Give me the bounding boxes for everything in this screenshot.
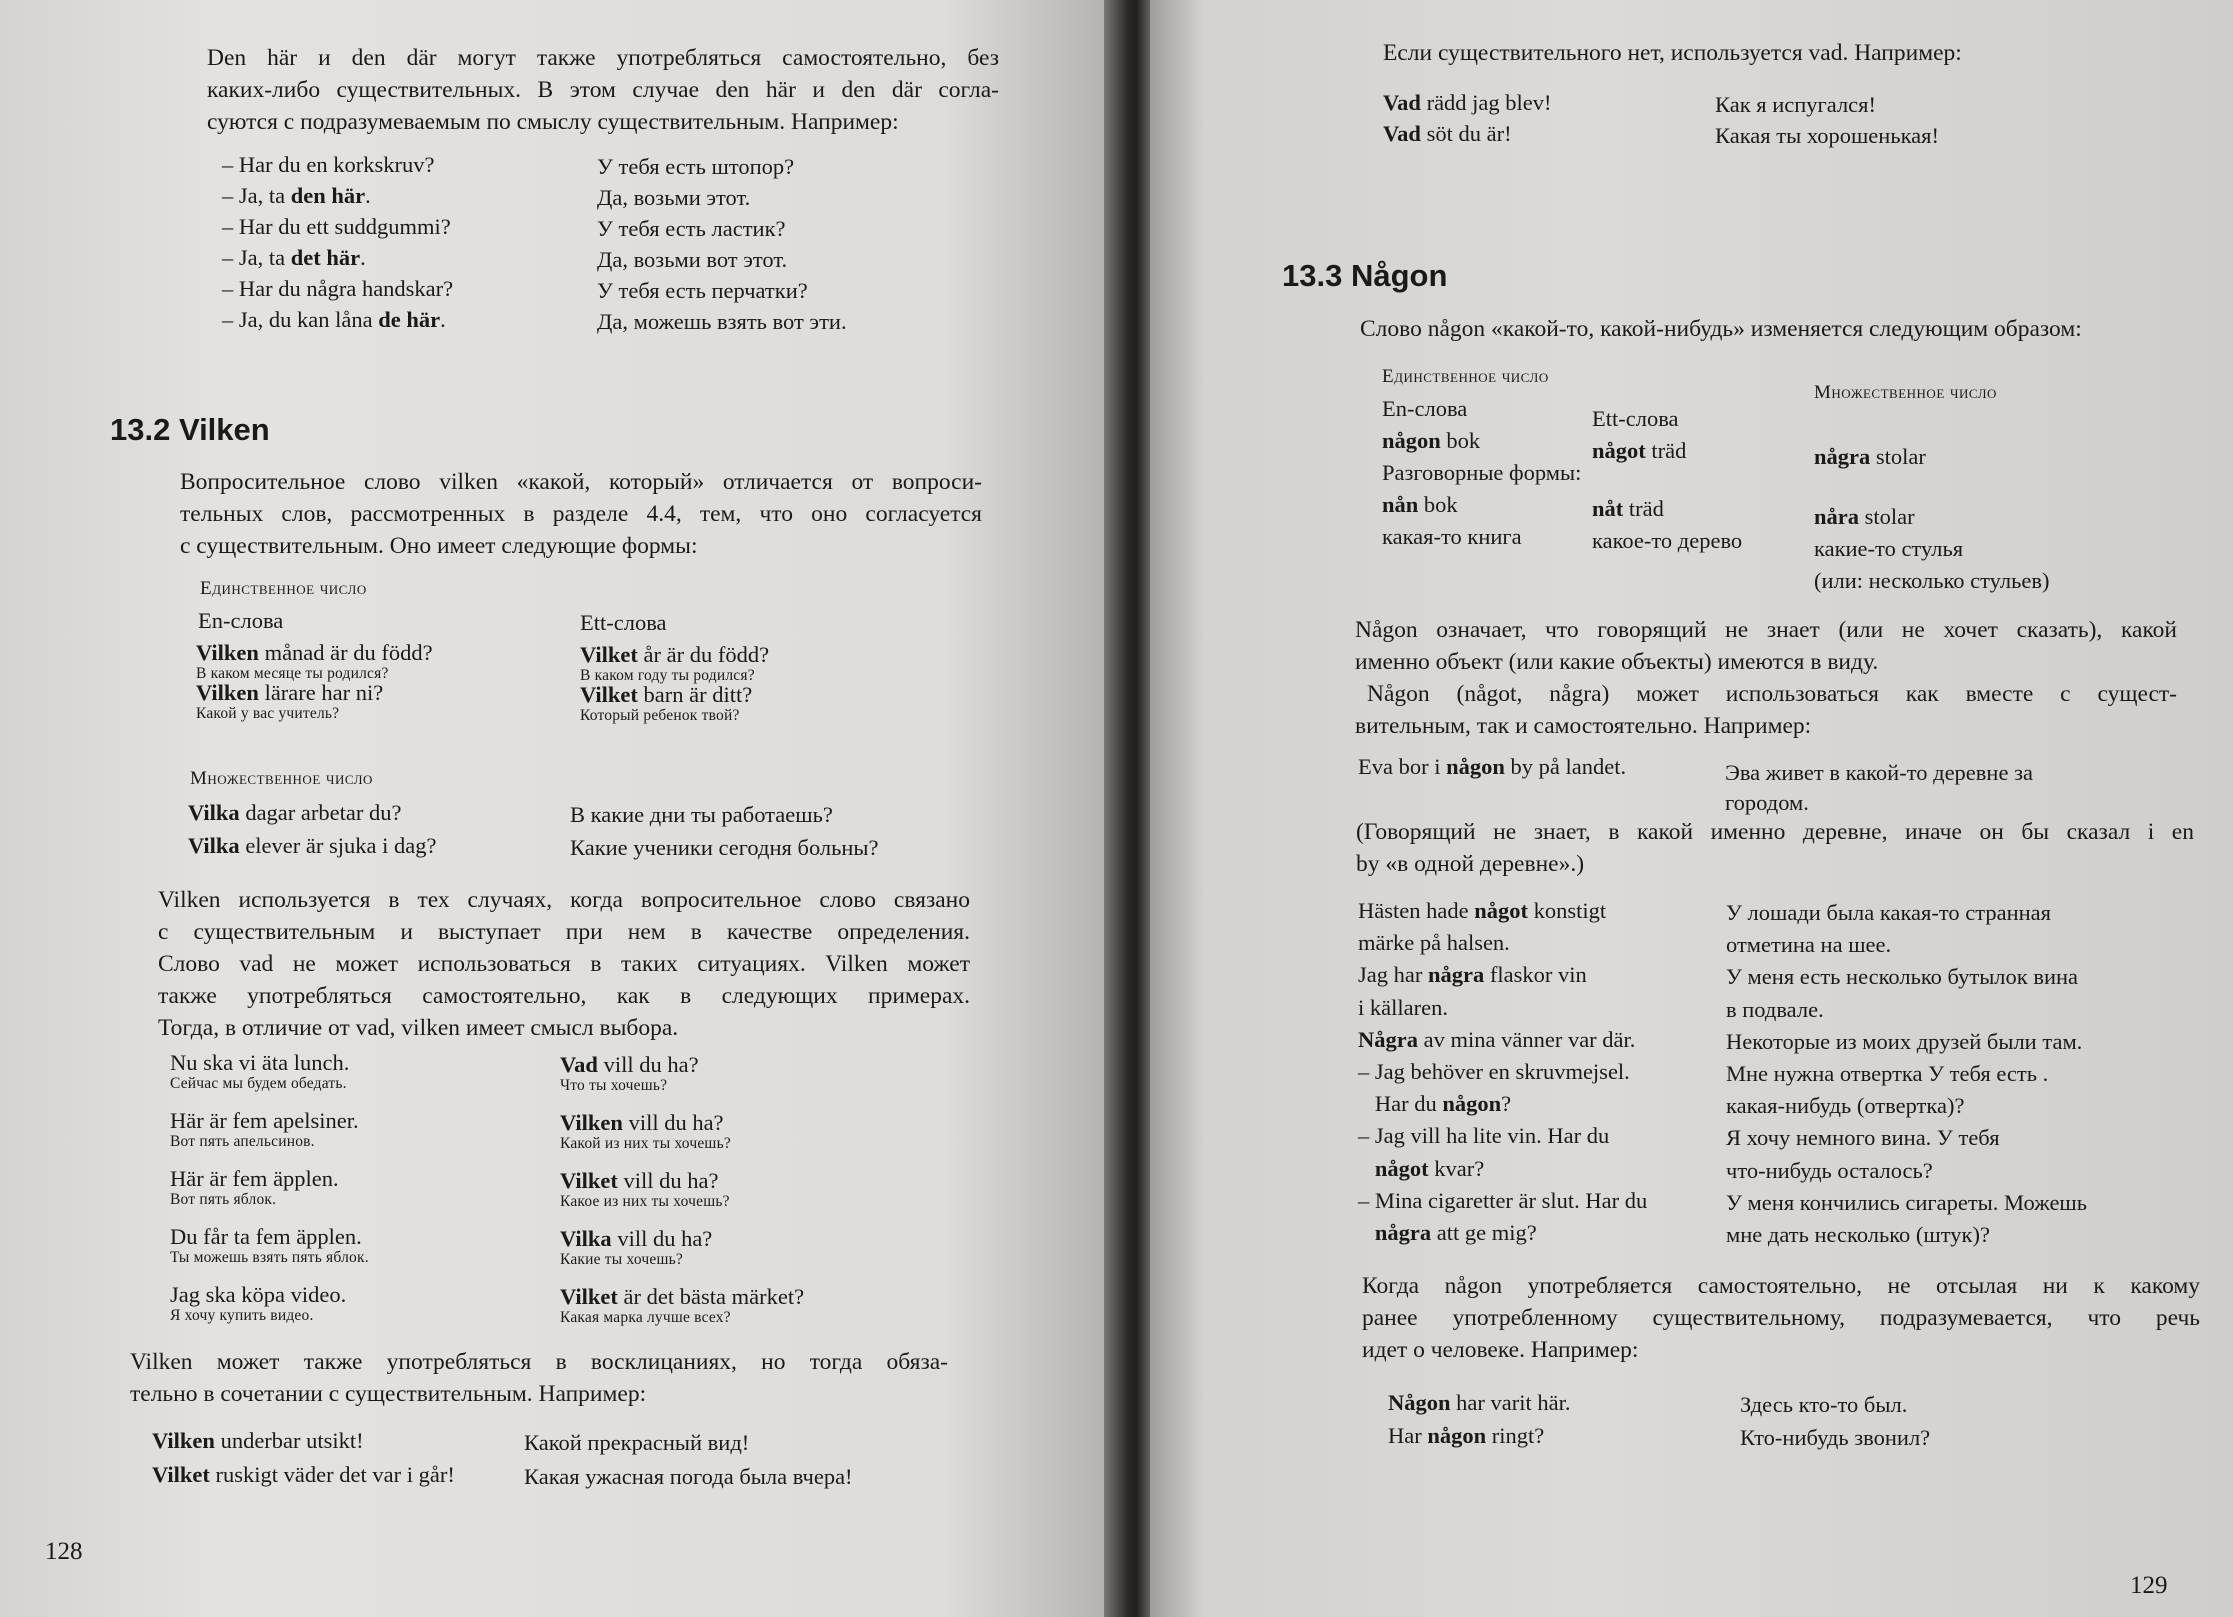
text-line: вительным, так и самостоятельно. Например:: [1355, 713, 1812, 739]
text-line: также употребляться самостоятельно, как в следующих примерах.: [158, 983, 970, 1009]
example-russian: В каком году ты родился?: [580, 667, 755, 684]
example-swedish: Här är fem apelsiner.: [170, 1108, 359, 1133]
dialog-examples: [170, 1048, 960, 1338]
vilken-use-paragraph: [158, 884, 970, 1044]
example-swedish: Vilket är det bästa märket?: [560, 1284, 805, 1309]
example-russian: Который ребенок твой?: [580, 707, 740, 724]
example-swedish: Några av mina vänner var där.: [1358, 1026, 1636, 1052]
example-swedish: några att ge mig?: [1374, 1220, 1537, 1245]
example-swedish: – Ja, ta det här.: [222, 245, 366, 270]
example-swedish: Någon har varit här.: [1388, 1390, 1571, 1415]
example-russian: Кто-нибудь звонил?: [1740, 1425, 1931, 1450]
text-line: Någon (något, några) может использоваться как вместе с сущест-: [1367, 681, 2177, 707]
text-line: Vilken используется в тех случаях, когда вопросительное слово связано: [158, 887, 970, 913]
example-swedish: Vilka elever är sjuka i dag?: [188, 833, 437, 858]
text-line: Когда någon употребляется самостоятельно, не отсылая ни к какому: [1362, 1273, 2200, 1299]
section-title-vilken: 13.2 Vilken: [110, 412, 270, 447]
example-russian: У меня кончились сигареты. Можешь: [1726, 1189, 2088, 1215]
right-page: [1150, 0, 2233, 1617]
form-nat: nåt träd: [1592, 496, 1664, 521]
example-swedish: Vilken vill du ha?: [560, 1110, 724, 1135]
page-number-left: 128: [45, 1538, 83, 1565]
example-russian: Некоторые из моих друзей были там.: [1726, 1028, 2083, 1054]
example-swedish: Nu ska vi äta lunch.: [170, 1050, 350, 1075]
vad-intro: Если существительного нет, используется vad. Например:: [1383, 40, 1962, 66]
example-swedish: – Har du några handskar?: [222, 276, 454, 301]
text-line: Тогда, в отличие от vad, vilken имеет смысл выбора.: [158, 1015, 679, 1041]
plural-examples: [188, 798, 990, 864]
meaning-paragraph: [1355, 614, 2177, 742]
left-page: [0, 0, 1112, 1617]
nagon-intro: Слово någon «какой-то, какой-нибудь» изменяется следующим образом:: [1360, 316, 2082, 342]
nagon-forms-table: [1382, 362, 2222, 602]
example-russian: В каком месяце ты родился?: [196, 665, 389, 682]
vilken-intro-paragraph: [180, 466, 982, 562]
form-nan: nån bok: [1382, 492, 1458, 517]
translation-tree: какое-то дерево: [1592, 528, 1743, 553]
example-russian: Я хочу немного вина. У тебя: [1726, 1125, 2000, 1151]
en-words-label: En-слова: [1382, 396, 1468, 421]
example-list-den-har: [222, 150, 1017, 336]
example-swedish: Vilket barn är ditt?: [580, 682, 753, 707]
eva-example-sv: Eva bor i någon by på landet.: [1358, 754, 1627, 779]
example-russian: Да, возьми этот.: [597, 185, 751, 210]
example-swedish: Hästen hade något konstigt: [1358, 898, 1607, 923]
example-russian: Ты можешь взять пять яблок.: [170, 1249, 369, 1266]
example-swedish: Har du någon?: [1358, 1091, 1512, 1117]
text-line: Вопросительное слово vilken «какой, который» отличается от вопроси-: [180, 469, 982, 495]
exclamation-examples: [152, 1426, 944, 1494]
nagon-examples: [1358, 896, 2146, 1250]
example-russian: У лошади была какая-то странная: [1726, 900, 2052, 925]
example-swedish: Jag har några flaskor vin: [1358, 962, 1587, 988]
text-line: городом.: [1725, 790, 1809, 815]
ett-words-label: Ett-слова: [1592, 406, 1679, 431]
example-swedish: Har någon ringt?: [1388, 1423, 1545, 1448]
example-russian: Я хочу купить видео.: [170, 1307, 314, 1324]
intro-paragraph: [207, 42, 999, 138]
example-swedish: Vilket ruskigt väder det var i går!: [152, 1462, 455, 1487]
example-russian: Какие ученики сегодня больны?: [570, 835, 879, 860]
plural-label: Множественное число: [190, 768, 373, 789]
example-swedish: – Har du ett suddgummi?: [222, 214, 451, 239]
translation-chairs-alt: (или: несколько стульев): [1814, 568, 2050, 593]
example-swedish: – Ja, ta den här.: [222, 183, 371, 208]
text-line: Слово vad не может использоваться в таких ситуациях. Vilken может: [158, 951, 970, 977]
example-russian: У тебя есть ластик?: [597, 216, 786, 241]
section-title-nagon: 13.3 Någon: [1282, 258, 1448, 293]
example-russian: Здесь кто-то был.: [1740, 1392, 1908, 1417]
example-swedish: – Jag behöver en skruvmejsel.: [1358, 1059, 1630, 1084]
text-line: суются с подразумеваемым по смыслу существительным. Например:: [207, 109, 899, 135]
example-russian: что-нибудь осталось?: [1726, 1157, 1933, 1183]
example-russian: Какая марка лучше всех?: [560, 1309, 731, 1326]
example-russian: В какие дни ты работаешь?: [570, 802, 833, 827]
example-russian: мне дать несколько (штук)?: [1726, 1222, 1990, 1247]
example-swedish: Vad söt du är!: [1383, 121, 1512, 146]
vad-examples: [1383, 88, 2135, 150]
example-swedish: Vilka vill du ha?: [560, 1226, 713, 1251]
example-swedish: Du får ta fem äpplen.: [170, 1224, 362, 1249]
text-line: именно объект (или какие объекты) имеются в виду.: [1355, 649, 1879, 675]
plural-label: Множественное число: [1814, 382, 1997, 403]
example-swedish: i källaren.: [1358, 994, 1448, 1020]
translation-chairs: какие-то стулья: [1814, 536, 1964, 561]
form-nagon: någon bok: [1382, 428, 1481, 453]
example-swedish: Vilken underbar utsikt!: [152, 1428, 364, 1453]
example-russian: Мне нужна отвертка У тебя есть .: [1726, 1061, 2049, 1086]
translation-book: какая-то книга: [1382, 524, 1522, 549]
example-russian: Сейчас мы будем обедать.: [170, 1075, 347, 1092]
example-russian: отметина на шее.: [1726, 932, 1892, 958]
example-russian: Какая ты хорошенькая!: [1715, 123, 1940, 148]
example-russian: У тебя есть перчатки?: [597, 278, 808, 303]
en-words-label: En-слова: [198, 608, 284, 633]
example-swedish: Vad vill du ha?: [560, 1052, 699, 1077]
example-russian: Какой прекрасный вид!: [524, 1430, 750, 1455]
text-line: с существительным и выступает при нем в качестве определения.: [158, 919, 970, 945]
eva-note: [1356, 816, 2194, 880]
example-swedish: Vad rädd jag blev!: [1383, 90, 1552, 115]
text-line: Någon означает, что говорящий не знает (или не хочет сказать), какой: [1355, 617, 2177, 643]
example-russian: Какой из них ты хочешь?: [560, 1135, 731, 1152]
example-russian: У меня есть несколько бутылок вина: [1726, 964, 2079, 990]
text-line: ранее употребленному существительному, подразумевается, что речь: [1362, 1305, 2200, 1331]
singular-examples: [196, 638, 980, 724]
text-line: с существительным. Оно имеет следующие формы:: [180, 533, 698, 559]
example-russian: Какой у вас учитель?: [196, 705, 340, 722]
text-line: (Говорящий не знает, в какой именно деревне, иначе он бы сказал i en: [1356, 819, 2194, 845]
person-examples: [1388, 1388, 2160, 1454]
example-russian: какая-нибудь (отвертка)?: [1726, 1093, 1965, 1119]
form-nagra: några stolar: [1814, 444, 1926, 469]
example-swedish: något kvar?: [1374, 1155, 1485, 1181]
text-line: тельно в сочетании с существительным. Например:: [130, 1381, 647, 1407]
text-line: каких-либо существительных. В этом случае den här и den där согла-: [207, 77, 999, 103]
text-line: Vilken может также употребляться в восклицаниях, но тогда обяза-: [130, 1349, 948, 1375]
example-russian: Что ты хочешь?: [560, 1077, 668, 1094]
example-swedish: Vilka dagar arbetar du?: [188, 800, 402, 825]
ett-words-label: Ett-слова: [580, 610, 667, 635]
example-swedish: Vilken månad är du född?: [196, 640, 433, 665]
colloquial-label: Разговорные формы:: [1382, 460, 1582, 485]
text-line: Эва живет в какой-то деревне за: [1725, 760, 2033, 785]
example-swedish: Vilken lärare har ni?: [196, 680, 384, 705]
example-russian: Какие ты хочешь?: [560, 1251, 683, 1268]
example-russian: Какое из них ты хочешь?: [560, 1193, 730, 1210]
example-russian: Вот пять яблок.: [170, 1191, 277, 1208]
form-nara: nåra stolar: [1814, 504, 1915, 529]
eva-example-ru: [1725, 758, 2033, 818]
example-swedish: – Jag vill ha lite vin. Har du: [1358, 1123, 1610, 1149]
example-swedish: – Mina cigaretter är slut. Har du: [1358, 1187, 1648, 1213]
example-russian: Как я испугался!: [1715, 92, 1877, 117]
example-swedish: märke på halsen.: [1358, 930, 1510, 956]
example-russian: Да, можешь взять вот эти.: [597, 309, 847, 334]
exclamation-intro: [130, 1346, 948, 1410]
example-swedish: Vilket år är du född?: [580, 642, 770, 667]
example-russian: У тебя есть штопор?: [597, 154, 795, 179]
example-russian: Вот пять апельсинов.: [170, 1133, 315, 1150]
example-russian: Какая ужасная погода была вчера!: [524, 1464, 853, 1489]
example-swedish: – Har du en korkskruv?: [222, 152, 435, 177]
example-swedish: Här är fem äpplen.: [170, 1166, 339, 1191]
singular-label: Единственное число: [1382, 366, 1549, 387]
text-line: Den här и den där могут также употребляться самостоятельно, без: [207, 45, 999, 71]
example-russian: Да, возьми вот этот.: [597, 247, 788, 272]
text-line: тельных слов, рассмотренных в разделе 4.4, тем, что оно согласуется: [180, 501, 982, 527]
page-number-right: 129: [2130, 1572, 2168, 1599]
person-paragraph: [1362, 1270, 2200, 1366]
example-swedish: – Ja, du kan låna de här.: [222, 307, 446, 332]
text-line: идет о человеке. Например:: [1362, 1337, 1639, 1363]
singular-label: Единственное число: [200, 578, 367, 599]
example-swedish: Vilket vill du ha?: [560, 1168, 719, 1193]
text-line: by «в одной деревне».): [1356, 851, 1585, 877]
example-swedish: Jag ska köpa video.: [170, 1282, 347, 1307]
form-nagot: något träd: [1592, 438, 1687, 463]
example-russian: в подвале.: [1726, 996, 1824, 1022]
